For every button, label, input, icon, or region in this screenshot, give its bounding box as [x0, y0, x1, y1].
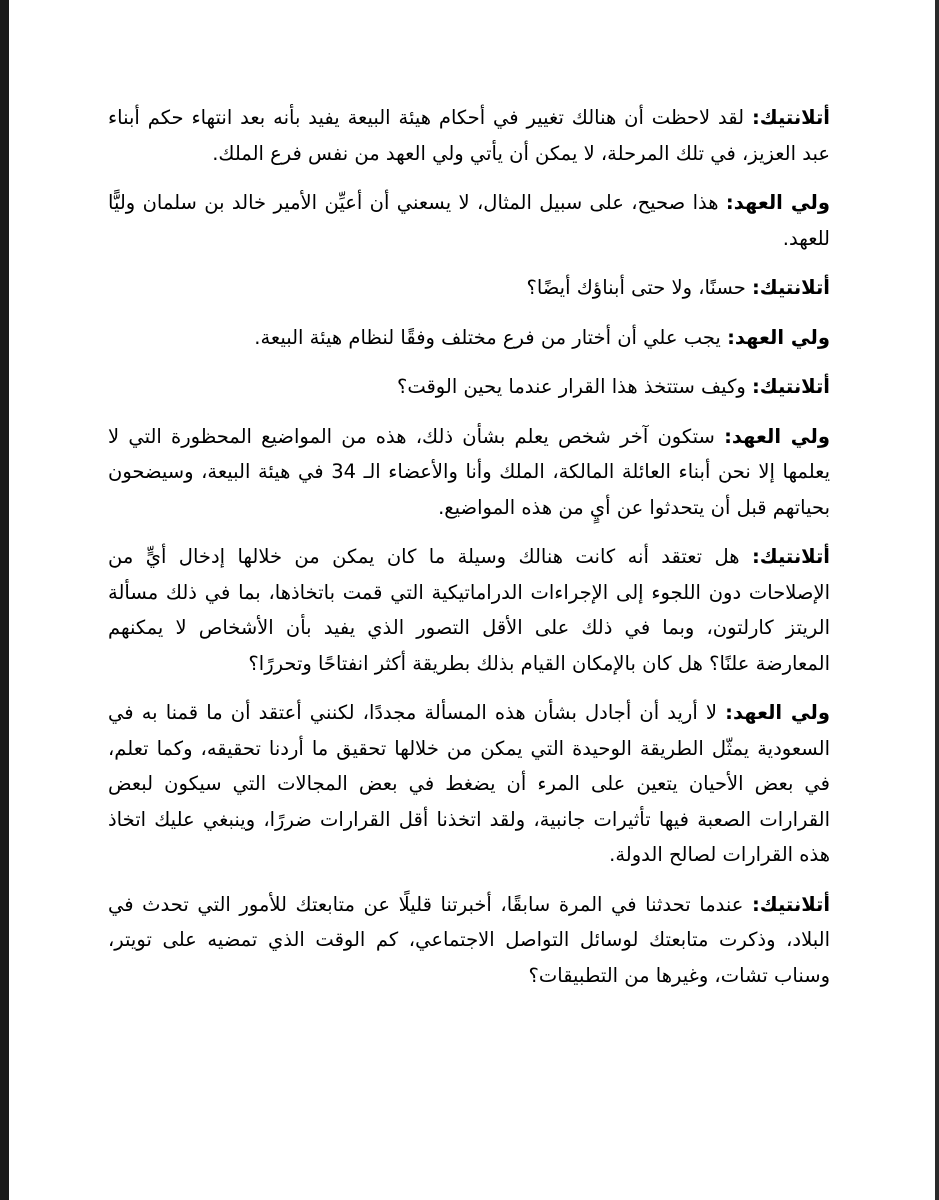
paragraph-text: يجب علي أن أختار من فرع مختلف وفقًا لنظام هيئة البيعة. — [254, 325, 721, 349]
paragraph-text: هل تعتقد أنه كانت هنالك وسيلة ما كان يمكن من خلالها إدخال أيٍّ من الإصلاحات دون اللجوء إلى الإجراءات الدراماتيكية التي قمت باتخاذها، بما في ذلك مسألة الريتز كارلتون، وبما في ذلك على الأقل التصور الذي يفيد بأن الأشخاص لا يمكنهم المعارضة علنًا؟ هل كان بالإمكان القيام بذلك بطريقة أكثر انفتاحًا وتحررًا؟ — [108, 545, 830, 675]
paragraph-5 — [108, 369, 830, 405]
speaker-label: ولي العهد: — [724, 424, 830, 448]
paragraph-3 — [108, 270, 830, 306]
speaker-label: أتلانتيك: — [751, 545, 830, 568]
paragraph-6 — [108, 419, 830, 526]
paragraph-text: حسنًا، ولا حتى أبناؤك أيضًا؟ — [526, 276, 746, 299]
speaker-label: أتلانتيك: — [751, 276, 830, 299]
paragraph-8 — [108, 695, 830, 873]
speaker-label: أتلانتيك: — [751, 106, 830, 129]
speaker-label: أتلانتيك: — [751, 375, 830, 398]
speaker-label: ولي العهد: — [725, 191, 830, 214]
paragraph-4 — [108, 320, 830, 356]
paragraph-1 — [108, 100, 830, 171]
paragraph-text: لا أريد أن أجادل بشأن هذه المسألة مجددًا، لكنني أعتقد أن ما قمنا به في السعودية يمثّل الطريقة الوحيدة التي يمكن من خلالها تحقيق ما أردنا تحقيقه، وكما تعلم، في بعض الأحيان يتعين على المرء أن يضغط في بعض المجالات التي سيكون لبعض القرارات الصعبة فيها تأثيرات جانبية، ولقد اتخذنا أقل القرارات ضررًا، وينبغي عليك اتخاذ هذه القرارات لصالح الدولة. — [108, 701, 830, 866]
speaker-label: ولي العهد: — [725, 701, 830, 724]
paragraph-text: عندما تحدثنا في المرة سابقًا، أخبرتنا قليلًا عن متابعتك للأمور التي تحدث في البلاد، وذكرت متابعتك لوسائل التواصل الاجتماعي، كم الوقت الذي تمضيه على تويتر، وسناب تشات، وغيرها من التطبيقات؟ — [108, 892, 830, 987]
left-page-edge — [0, 0, 9, 1200]
right-page-edge — [935, 0, 939, 1200]
paragraph-7 — [108, 539, 830, 681]
paragraph-9 — [108, 887, 830, 994]
interview-transcript — [108, 100, 830, 1007]
paragraph-text: لقد لاحظت أن هنالك تغيير في أحكام هيئة البيعة يفيد بأنه بعد انتهاء حكم أبناء عبد العزيز، في تلك المرحلة، لا يمكن أن يأتي ولي العهد من نفس فرع الملك. — [108, 106, 830, 165]
paragraph-text: وكيف ستتخذ هذا القرار عندما يحين الوقت؟ — [396, 375, 746, 398]
paragraph-text: ستكون آخر شخص يعلم بشأن ذلك، هذه من المواضيع المحظورة التي لا يعلمها إلا نحن أبناء العائلة المالكة، الملك وأنا والأعضاء الـ 34 في هيئة البيعة، وسيضحون بحياتهم قبل أن يتحدثوا عن أيٍ من هذه المواضيع. — [108, 424, 830, 519]
paragraph-text: هذا صحيح، على سبيل المثال، لا يسعني أن أعيِّن الأمير خالد بن سلمان وليًّا للعهد. — [108, 191, 830, 250]
speaker-label: ولي العهد: — [727, 325, 830, 349]
speaker-label: أتلانتيك: — [752, 892, 831, 916]
paragraph-2 — [108, 185, 830, 256]
